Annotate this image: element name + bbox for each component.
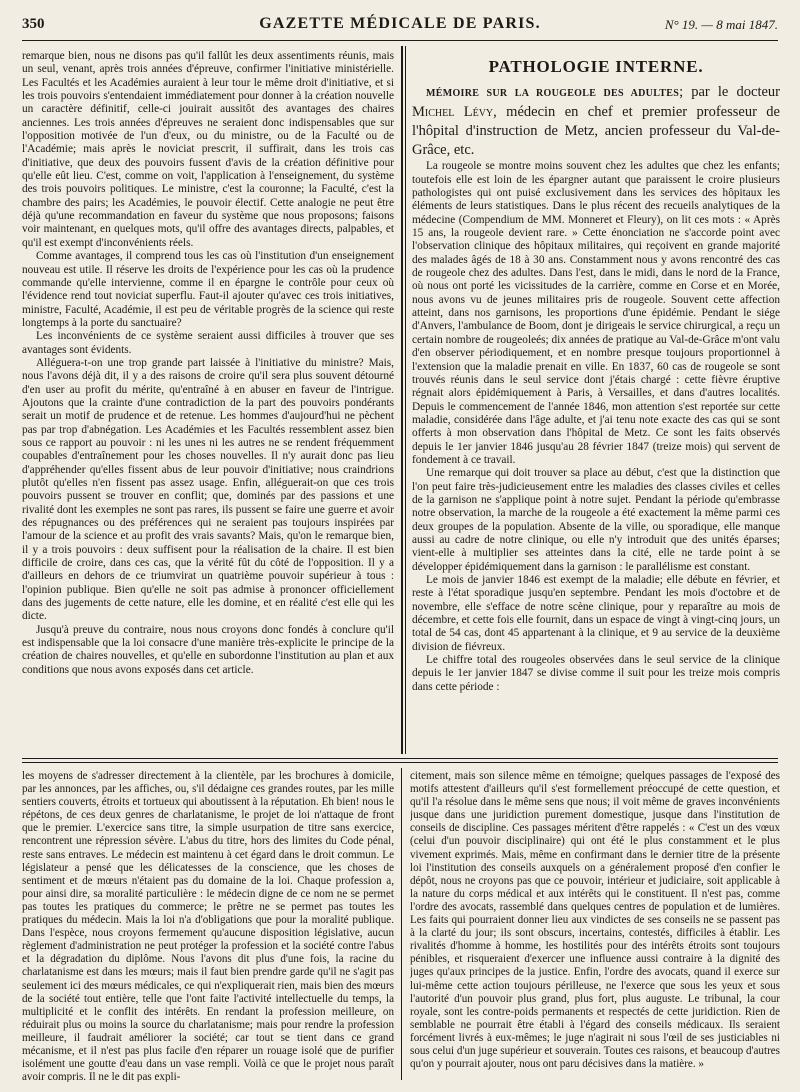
horizontal-rule [22,758,778,759]
paragraph: remarque bien, nous ne disons pas qu'il fallût les deux assentiments réunis, mais un seul, venant, après trois années d'épreuve, confirmer l'initiative ministérielle. Les Facultés et les Académies auraient à leur tour le même droit d'initiative, et si les trois pouvoirs s'entendaient immédiatement pour donner à la création nouvelle un caractère définitif, celle-ci jouirait aussitôt des avantages des chaires anciennes. Les trois années d'épreuves ne seraient donc indispensables que sur l'opposition motivée de l'un d'eux, ou du ministre, ou de la Faculté ou de l'Académie; mais après le noviciat prescrit, il suffirait, dans les trois cas d'initiative, que deux des pouvoirs fussent d'avis de la création définitive pour qu'elle eût lieu. C'est, comme on voit, l'application à l'enseignement, du système des trois pouvoirs politiques. Le ministre, c'est la couronne; la Faculté, c'est la chambre des pairs; les Académies, le pouvoir électif. Cette analogie ne peut être déjà qu'une recommandation en faveur du système que nous proposons; faisons voir maintenant, en quelques mots, qu'il offre des avantages directs, palpables, et qu'il est exempt d'inconvénients réels. [22,50,394,249]
paragraph: Une remarque qui doit trouver sa place au début, c'est que la distinction que l'on peut faire très-judicieusement entre les maladies des classes civiles et celles de la garnison ne s'applique point à notre sujet. Pendant la période qu'embrasse notre observation, la marche de la rougeole a été exactement la même parmi ces deux groupes de la population. Absente de la ville, ou sporadique, elle manque aussi au cadre de notre clinique, ou elle n'y introduit que des unités éparses; vient-elle à multiplier ses atteintes dans la cité, elle ne tarde point à se développer épidémiquement dans la garnison : le parallélisme est constant. [412,467,780,573]
page-header [22,14,778,41]
paragraph: Le chiffre total des rougeoles observées dans le seul service de la clinique depuis le 1er janvier 1847 se divise comme il suit pour les treize mois compris dans cette période : [412,654,780,693]
paragraph: Jusqu'à preuve du contraire, nous nous croyons donc fondés à conclure qu'il est indispensable que la loi consacre d'une manière très-explicite le principe de la création de chaires nouvelles, et qu'elle en subordonne l'institution au plan et aux conditions que nous avons exposés dans cet article. [22,623,394,676]
paragraph: citement, mais son silence même en témoigne; quelques passages de l'exposé des motifs attestent d'ailleurs qu'il s'est formellement préoccupé de cette question, et qu'il l'a résolue dans le même sens que nous; il voit même de graves inconvénients jusque dans une juridiction purement domestique, jusque dans l'institution de conseils de discipline. Ces passages méritent d'être rappelés : « C'est un des vœux (celui d'un pouvoir disciplinaire) qui ont été le plus constamment et le plus vivement exprimés. Mais, même en confirmant dans le dernier titre de la présente loi l'institution des conseils auxquels on a généralement proposé d'en confier le dépôt, nous ne croyons pas que ce pouvoir, intérieur et judiciaire, soit applicable à la nature du corps médical et aux intérêts qui le constituent. Il n'est pas, comme l'ordre des avocats, rassemblé dans quelques centres de population et de lumières. Les faits qui pourraient donner lieu aux vindictes de ses conseils ne se passent pas à la clarté du jour; ils sont obscurs, incertains, contestés, difficiles à établir. Les rivalités d'homme à homme, les hostilités pour des intérêts étroits sont toujours pénibles, et risqueraient d'exercer une influence aussi contraire à la dignité des juges qu'aux principes de la justice. Enfin, l'ordre des avocats, quand il exerce sur lui-même cette action toujours périlleuse, ne l'exerce que sous les yeux et sous l'autorité d'un pouvoir plus grand, plus fort, plus auguste. Le tribunal, la cour royale, sont les contre-poids permanents et respectés de cette juridiction. Rien de semblable ne pourrait être établi à l'égard des conseils médicaux. Ils seraient forcément livrés à eux-mêmes; le juge n'agirait ni sous l'œil de ses justiciables ni sous celui d'un juge supérieur et souverain. Toutes ces raisons, et beaucoup d'autres qu'on y pourrait ajouter, nous ont paru décisives dans la matière. » [410,770,780,1071]
paragraph: Alléguera-t-on une trop grande part laissée à l'initiative du ministre? Mais, nous l'avons déjà dit, il y a des raisons de croire qu'il sera plus souvent détourné d'en user au profit du mérite, qu'entraîné à en abuser en faveur de l'intrigue. Ajoutons que la crainte d'une contradiction de la part des pouvoirs pondérants serait un motif de prudence et de retenue. Les hommes d'aujourd'hui ne pèchent pas par trop d'abnégation. Les Académies et les Facultés ressemblent assez bien sous ce rapport au pouvoir : ni les unes ni les autres ne se rendent fréquemment coupables d'entraînement pour les choses nouvelles. Il n'y aurait donc pas lieu d'appréhender qu'elles fissent abus de leur pouvoir d'initiative; nous craindrions plutôt qu'elles n'en fissent pas assez usage. Enfin, alléguerait-on que ces trois pouvoirs pussent se trouver en conflit; que, dominés par des passions et une rivalité dont les exemples ne sont pas rares, ils pussent se faire une guerre et avoir des répugnances ou des préférences qui ne seraient pas toujours inspirées par l'amour de la science et au profit des vrais savants? Mais, qu'on le remarque bien, il y a trois pouvoirs : deux suffisent pour la réalisation de la chaire. Il est bien difficile de croire, dans ces cas, que la vérité fût du côté de l'opposition. Il y a d'ailleurs en dehors de ce triumvirat un quatrième pouvoir supérieur à tous : l'opinion publique. Bien qu'elle ne soit pas admise à prononcer officiellement dans des jugements de cette nature, elle les domine, et en réalité c'est elle qui les dicte. [22,356,394,623]
paragraph: La rougeole se montre moins souvent chez les adultes que chez les enfants; toutefois elle est loin de les épargner autant que paraissent le croire plusieurs pathologistes qui ont puisé exclusivement dans les services des hôpitaux les éléments de leurs statistiques. Dans le plus récent des recueils analytiques de la médecine (Compendium de MM. Monneret et Fleury), on lit ces mots : « Après 15 ans, la rougeole devient rare. » Cette énonciation ne s'accorde point avec l'observation clinique des hôpitaux militaires, qui reçoivent en grande majorité des malades âgés de 18 à 30 ans. Constamment nous y avons rencontré des cas de rougeole chez des adultes. Dans l'est, dans le midi, dans le nord de la France, où nous ont porté les vicissitudes de la carrière, comme en Corse et en Morée, nous avons vu de jeunes militaires pris de rougeole. Souvent cette affection atteint, dans nos garnisons, les proportions d'une épidémie. Pendant le siége d'Anvers, l'ambulance de Boom, dont je dirigeais le service chirurgical, a reçu un certain nombre de rougeoleés; dix années de pratique au Val-de-Grâce m'ont valu d'en observer périodiquement, et en nombre presque toujours proportionnel à l'extension que la maladie prenait en ville. En 1837, 60 cas de rougeole se sont trouvés réunis dans le seul service dont j'étais chargé : cette fièvre éruptive régnait alors épidémiquement à Paris, à Versailles, et dans d'autres localités. Depuis le commencement de l'année 1846, mon attention s'est reportée sur cette maladie, considérée dans l'âge adulte, et j'ai tenu note exacte des cas qui se sont offerts à mon observation dans l'hôpital de Metz. Ce sont les faits observés depuis le 1er janvier 1846 jusqu'au 28 février 1847 (treize mois) qui servent de fondement à ce travail. [412,160,780,466]
bottom-right-column [410,770,780,1082]
issue-info: N° 19. — 8 mai 1847. [664,17,778,32]
section-title: PATHOLOGIE INTERNE. [488,57,704,76]
paragraph: Comme avantages, il comprend tous les cas où l'institution d'un enseignement nouveau est utile. Il réserve les droits de l'expérience pour les cas où la prudence commande qu'elle intervienne, comme il en épargne le contrôle pour ceux où l'évidence rend tout noviciat superflu. Faut-il ajouter qu'avec ces trois initiatives, ministre, Faculté, Académie, il est peu de véritable progrès de la science qui reste longtemps à la porte du sanctuaire? [22,250,394,329]
bottom-left-column [22,770,394,1082]
page-number: 350 [22,16,45,32]
article-author: Michel Lévy [412,104,494,121]
article-header [412,83,780,160]
column-divider [401,46,403,754]
paragraph: Les inconvénients de ce système seraient aussi difficiles à trouver que ses avantages sont évidents. [22,330,394,356]
bottom-column-divider [401,768,402,1080]
column-divider-inner [405,46,406,754]
top-right-column [412,50,780,750]
article-author-details: , médecin en chef et premier professeur de l'hôpital d'instruction de Metz, ancien professeur du Val-de-Grâce, etc. [412,104,780,159]
paragraph: les moyens de s'adresser directement à la clientèle, par les brochures à domicile, par les annonces, par les affiches, ou, s'il dédaigne ces grandes routes, par les mille sentiers couverts, étroits et tortueux qui aboutissent à la réputation. Eh bien! nous le répétons, de ces deux genres de charlatanisme, le projet de loi n'attaque de front que le premier. L'exercice sans titre, la simple usurpation de titre sans exercice, rencontrent une répression sévère. L'abus du titre, hors des limites du Code pénal, reste sans entraves. Le médecin est maintenu à cet égard dans le droit commun. Le législateur a pensé que les délicatesses de la conscience, que les choses de sentiment et de mœurs n'étaient pas du domaine de la loi. Chaque profession a, pour ainsi dire, sa moralité particulière : le médecin digne de ce nom ne se permet pas toutes les pratiques du commerce; le prêtre ne se permet pas toutes les pratiques du médecin. Mais la loi n'a d'obligations que pour la moralité publique. Dans l'espèce, nous croyons fermement qu'aucune disposition législative, aucun règlement d'administration ne peut protéger la profession et la société contre l'abus et la dégradation du diplôme. Nous l'avons dit plus d'une fois, la racine du charlatanisme est dans les mœurs; mais il faut bien prendre garde qu'il ne s'agit pas seulement ici des mœurs médicales, ce qui n'expliquerait rien, mais bien des mœurs de la société tout entière, telle que l'ont faite l'activité intellectuelle du temps, la multiplicité et le conflit des intérêts. En rendant la profession meilleure, on réduirait plus ou moins la source du charlatanisme; mais pour rendre la profession meilleure, il faudrait améliorer la société; car tout se tient dans ce grand mécanisme, et il n'est pas plus facile d'en réparer un rouage isolé que de purifier isolément une goutte d'eau dans un vase rempli. Voilà ce que le projet nous paraît avoir compris. Il ne le dit pas expli- [22,770,394,1082]
journal-title: GAZETTE MÉDICALE DE PARIS. [259,15,541,32]
article-title: MÉMOIRE SUR LA ROUGEOLE DES ADULTES [426,88,680,100]
paragraph: Le mois de janvier 1846 est exempt de la maladie; elle débute en février, et reste à l'état sporadique jusqu'en septembre. Pendant les mois d'octobre et de novembre, elle s'efface de notre scène clinique, pour y reparaître au mois de décembre, et cette fois elle fournit, dans un espace de vingt à vingt-cinq jours, un total de 54 cas, dont 45 appartenant à la clinique, et 9 au service de la deuxième division de fiévreux. [412,574,780,653]
top-left-column [22,50,394,740]
article-by: ; par le docteur [679,84,780,101]
horizontal-rule-thin [22,762,778,763]
